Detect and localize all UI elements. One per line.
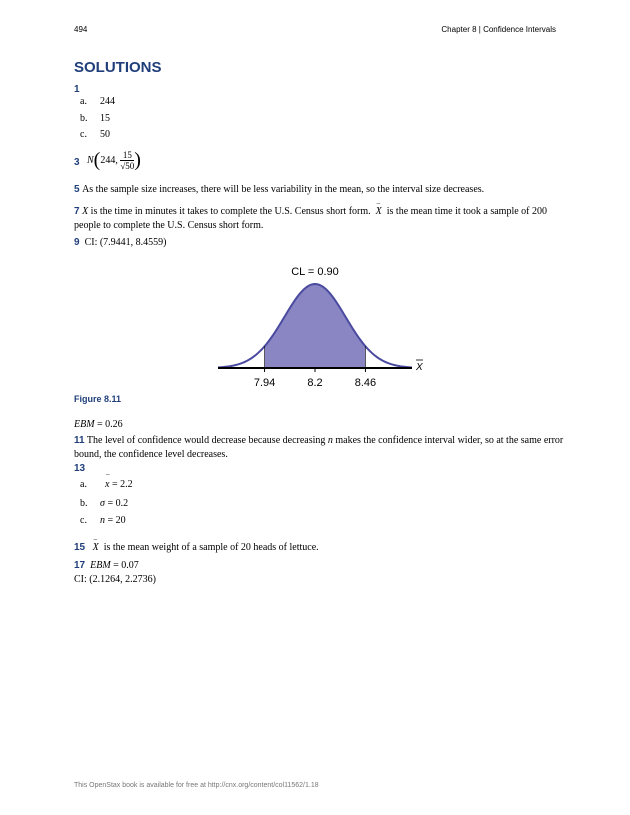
answer-9-text: CI: (7.9441, 8.4559) [84,237,167,248]
question-number-17: 17 [74,560,86,571]
normal-curve-figure [200,258,440,392]
answer-7-var: X [82,206,89,217]
question-number-13: 13 [74,463,86,474]
n-symbol: n [100,515,105,526]
x-tick-label: 8.46 [354,377,377,389]
question-number-15: 15 [74,542,86,553]
x-tick-label: 7.94 [253,377,276,389]
q3-numerator: 15 [120,150,134,161]
answer-7-text-c: people to complete the U.S. Census short form. [74,220,264,231]
question-number-9: 9 [74,237,80,248]
q13-item-c [80,515,126,526]
figure-caption: Figure 8.11 [74,394,122,404]
q3-formula: N(244, $\frac{15}{√50}$ ) [87,149,141,171]
item-value: 244 [100,96,115,107]
confidence-level-label: CL = 0.90 [291,266,339,278]
question-number-7: 7 [74,206,80,217]
answer-15 [74,541,319,555]
q3-denominator: √50 [120,161,135,171]
q13-item-b [80,498,128,509]
question-number-5: 5 [74,184,80,195]
answer-7-xbar: – X [376,205,382,219]
q13-xbar: – x [105,479,109,490]
question-number-11: 11 [74,435,85,446]
question-number-3: 3 [74,157,80,168]
answer-17 [74,559,156,587]
answer-11-text-c: bound, the confidence level decreases. [74,449,228,460]
answer-7-text-a: is the time in minutes it takes to complete the U.S. Census short form. [90,206,371,217]
answer-17-value: = 0.07 [110,560,139,571]
answer-5-text: As the sample size increases, there will be less variability in the mean, so the interval size decreases. [82,184,485,195]
answer-5 [74,183,564,197]
page-number: 494 [74,25,88,34]
normal-symbol: N [87,154,94,166]
item-value: 15 [100,113,110,124]
q13-item-a [80,479,133,490]
answer-7 [74,205,564,233]
item-label: a. [80,96,87,107]
q1-item-c [80,129,110,140]
axis-variable-label: X [416,362,423,373]
q3-fraction [120,150,134,171]
question-number-1: 1 [74,84,80,95]
answer-11 [74,434,564,462]
answer-17-ci: CI: (2.1264, 2.2736) [74,574,156,585]
answer-15-xbar: – X [93,541,99,555]
q1-item-a [80,96,115,107]
ebm-var: EBM [74,419,95,430]
answer-11-text-a: The level of confidence would decrease because decreasing [86,435,326,446]
ebm-line [74,418,123,432]
ebm-value: = 0.26 [94,419,123,430]
footer-text: This OpenStax book is available for free at http://cnx.org/content/col11562/1.18 [74,782,319,789]
answer-9 [74,236,167,250]
answer-17-var: EBM [90,560,111,571]
item-label: b. [80,498,88,509]
running-head: Chapter 8 | Confidence Intervals [441,25,556,34]
answer-11-text-b: makes the confidence interval wider, so at the same error [335,435,564,446]
item-value: = 2.2 [109,479,133,490]
q3-mean: 244, [100,154,118,166]
item-value: 50 [100,129,110,140]
answer-7-text-b: is the mean time it took a sample of 200 [386,206,547,217]
item-value: = 20 [105,515,126,526]
sigma-symbol: σ [100,498,105,509]
tick-group [254,368,376,389]
section-title: SOLUTIONS [74,59,162,76]
answer-15-text: is the mean weight of a sample of 20 heads of lettuce. [103,542,319,553]
item-label: c. [80,515,87,526]
item-label: c. [80,129,87,140]
item-value: = 0.2 [104,498,129,509]
item-label: b. [80,113,88,124]
answer-11-n: n [327,435,333,446]
q1-item-b [80,113,110,124]
x-tick-label: 8.2 [307,377,323,389]
item-label: a. [80,479,87,490]
